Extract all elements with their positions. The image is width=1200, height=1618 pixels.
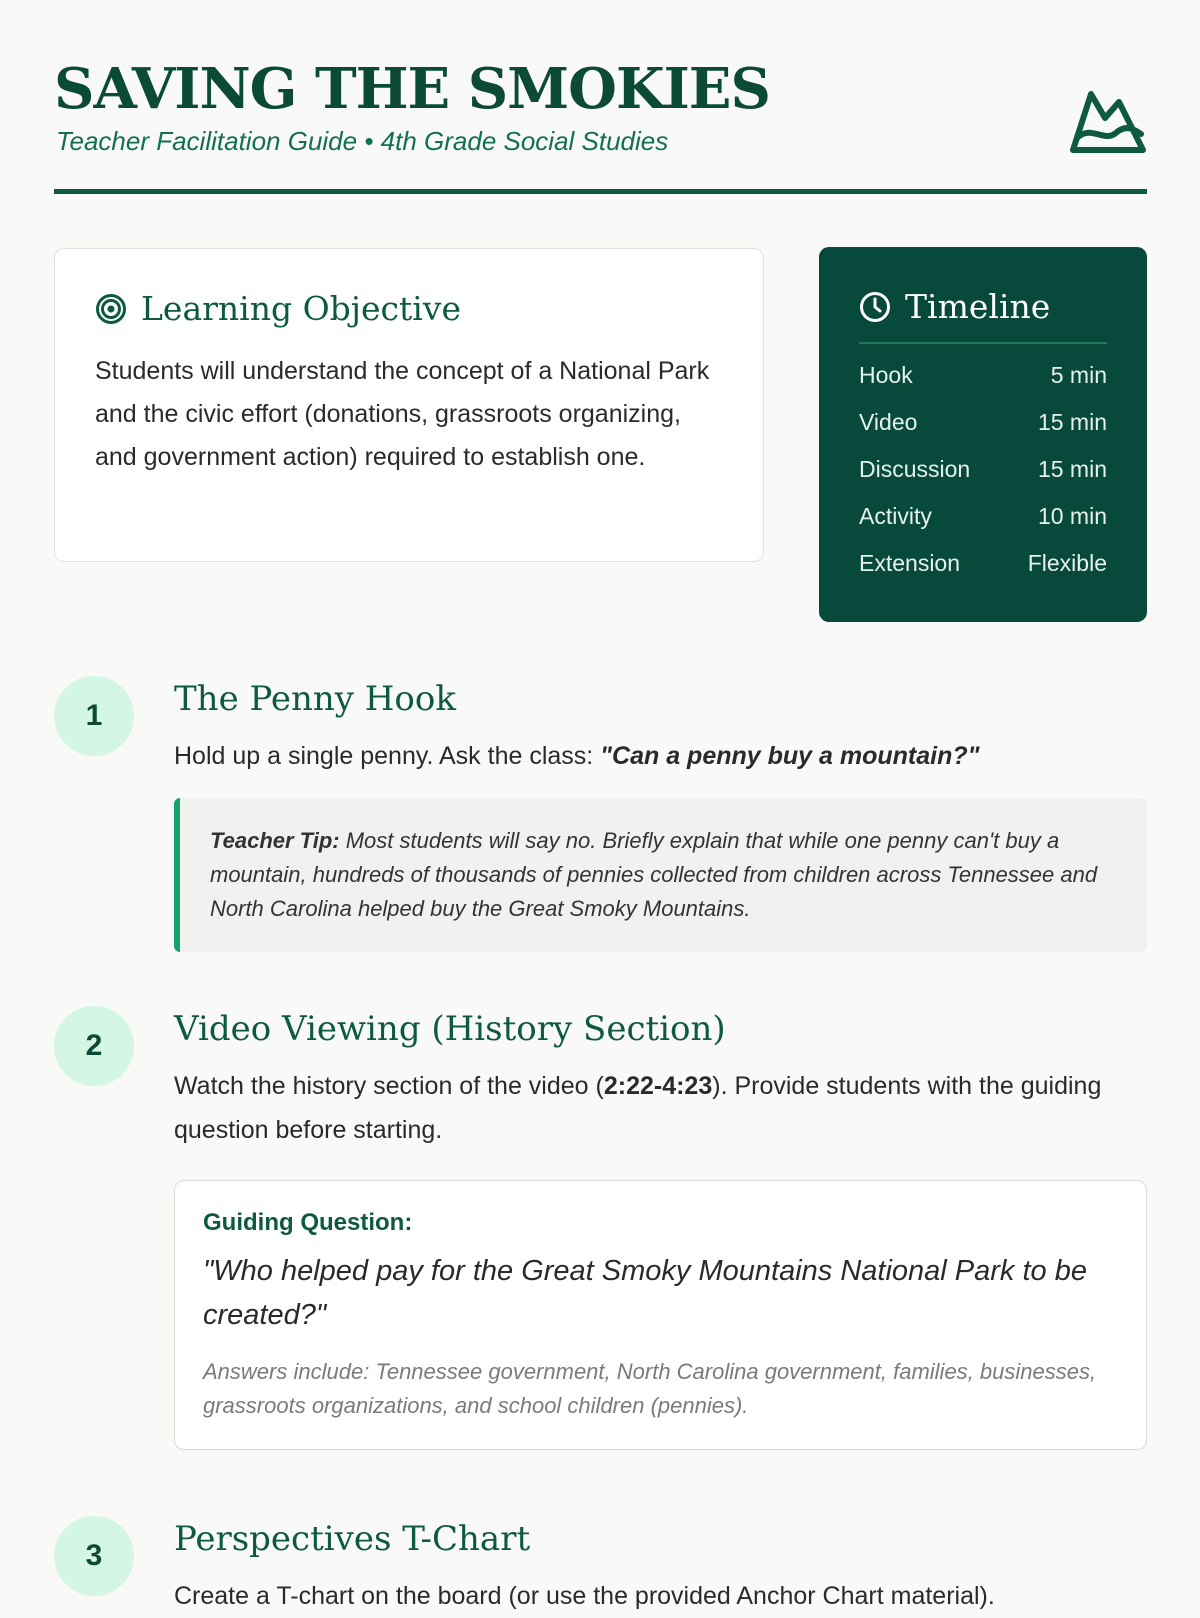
- step-title: The Penny Hook: [174, 679, 456, 719]
- page-header: [54, 0, 1147, 194]
- step-text-tail: ). Provide students with the guiding question before starting.: [174, 1072, 1102, 1144]
- timeline-row-extension: [859, 540, 1107, 587]
- timeline-label: Hook: [859, 362, 913, 388]
- timeline-value: 15 min: [1037, 409, 1107, 435]
- timeline-value: 15 min: [1037, 456, 1107, 482]
- teacher-tip-text: Most students will say no. Briefly explain that while one penny can't buy a mountain, hundreds of thousands of pennies collected from children across Tennessee and North Carolina helped buy the Great Smoky Mountains.: [210, 828, 1098, 921]
- step-body: [174, 1516, 1147, 1618]
- timeline-divider: [859, 342, 1107, 344]
- hook-question: "Can a penny buy a mountain?": [600, 742, 980, 770]
- video-time-range: 2:22-4:23: [603, 1072, 713, 1100]
- step-title: Perspectives T-Chart: [174, 1519, 531, 1559]
- timeline-value: 5 min: [1050, 362, 1107, 388]
- step-text: [174, 734, 1147, 778]
- step-number-badge: 2: [54, 1006, 134, 1086]
- step-text: Create a T-chart on the board (or use the provided Anchor Chart material).: [174, 1582, 995, 1610]
- timeline-value: 10 min: [1037, 503, 1107, 529]
- learning-objective-card: [54, 248, 764, 562]
- step-text-lead: Hold up a single penny. Ask the class:: [174, 742, 601, 770]
- clock-icon: [859, 291, 891, 323]
- step-number-badge: 1: [54, 676, 134, 756]
- timeline-row-video: [859, 399, 1107, 446]
- objective-heading-row: [95, 289, 723, 328]
- timeline-row-activity: [859, 493, 1107, 540]
- objective-text: Students will understand the concept of a National Park and the civic effort (donations, grassroots organizing, and government action) required to establish one.: [95, 357, 710, 471]
- timeline-row-hook: [859, 352, 1107, 399]
- timeline-label: Video: [859, 409, 918, 435]
- mountain-icon: [1069, 84, 1147, 156]
- timeline-value: Flexible: [1027, 550, 1107, 576]
- timeline-card: [819, 247, 1147, 622]
- timeline-label: Activity: [859, 503, 932, 529]
- step-body: [174, 1006, 1147, 1450]
- timeline-heading-row: [859, 287, 1107, 326]
- guiding-question-card: [174, 1180, 1147, 1450]
- guiding-question-text: "Who helped pay for the Great Smoky Mountains National Park to be created?": [203, 1255, 1087, 1331]
- step-text-lead: Watch the history section of the video (: [174, 1072, 604, 1100]
- guide-page: [54, 0, 1147, 1610]
- guiding-question-label: Guiding Question:: [203, 1209, 413, 1236]
- page-subtitle: Teacher Facilitation Guide • 4th Grade Social Studies: [56, 126, 669, 156]
- step-text: [174, 1064, 1147, 1152]
- timeline-heading: Timeline: [905, 287, 1051, 326]
- step-title: Video Viewing (History Section): [174, 1009, 726, 1049]
- timeline-row-discussion: [859, 446, 1107, 493]
- page-title: SAVING THE SMOKIES: [54, 56, 770, 122]
- timeline-label: Discussion: [859, 456, 971, 482]
- step-number-badge: 3: [54, 1516, 134, 1596]
- teacher-tip: [174, 798, 1147, 952]
- target-icon: [95, 293, 127, 325]
- teacher-tip-label: Teacher Tip:: [210, 828, 340, 853]
- step-body: [174, 676, 1147, 952]
- timeline-label: Extension: [859, 550, 961, 576]
- guiding-question-answers: Answers include: Tennessee government, North Carolina government, families, businesses, grassroots organizations, and school children (pennies).: [203, 1359, 1097, 1418]
- objective-heading: Learning Objective: [141, 289, 461, 328]
